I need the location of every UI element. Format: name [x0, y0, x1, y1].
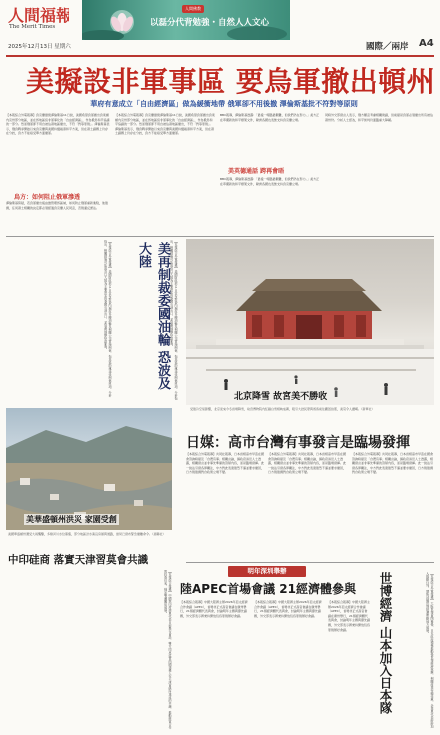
forbidden-city-caption-title: 北京降雪 故宮美不勝收	[234, 392, 328, 402]
lead-body-col3: BBC報導，澤倫斯基透露：「最後一哩路最艱難，但我們仍在努力。」美方正在草擬新的和平框架文件，歐洲各國也表態支持烏克蘭立場。	[220, 113, 320, 122]
flood-photo	[6, 408, 172, 530]
sanctions-body: 【本報綜合外電報導】美國財政部11日宣布對委內瑞拉多艘油輪及相關公司實施制裁，指其協助運送受制裁原油。分析指出，相關措施可能波及以大陸為主要買家的委國石油出口，並加劇地緣政治緊張。	[103, 240, 112, 397]
apec-body-col2: 【本報綜合報導】中國大陸將主辦2026年亞太經濟合作會議（APEC），首場非正式高官會議在廣州舉行，21個經濟體代表與會，討論明年主題與優先議題，外交部表示將秉持開放包容原則辦好會議。	[254, 600, 322, 618]
masthead-rule	[6, 55, 434, 57]
china-india-body: 【本報綜合報導】中國與印度商界代表日前舉行會談，雙方同意落實兩國領導人在天津會晤所達成的共識，推動經貿合作與投資往來，穩定雙邊關係發展。	[163, 570, 172, 729]
lead-headline: 美擬設非軍事區 要烏軍撤出頓州	[26, 65, 436, 98]
forbidden-city-caption: 受強冷空氣影響，北京迎來今冬首場降雪，故宮博物院內紅牆白雪相映成趣，吸引大批民眾與遊客前往觀賞拍照，美景令人讚嘆。（新華社）	[190, 407, 375, 411]
masthead-banner	[82, 0, 290, 40]
flood-aerial-image	[6, 408, 172, 530]
apec-body-col1: 【本報綜合報導】中國大陸將主辦2026年亞太經濟合作會議（APEC），首場非正式高官會議在廣州舉行，21個經濟體代表與會，討論明年主題與優先議題，外交部表示將秉持開放包容原則辦好會議。	[180, 600, 248, 618]
japan-body-col3: 【本報綜合外電報導】共同社報導，日本首相高市早苗在國會答詢時提及「台灣有事」相關言論，據政府消息人士透露，相關發言並非事先準備的答辯內容，而是臨場發揮。此一說法引發各界關注，中方對此表達強烈不滿並要求撤回，日方則強調對台政策立場不變。	[352, 452, 434, 475]
flood-caption-title: 美華盛頓州洪災 家園受創	[26, 515, 117, 524]
lead-box2-body: BBC報導，澤倫斯基透露：「最後一哩路最艱難，但我們仍在努力。」美方正在草擬新的和平框架文件，歐洲各國也表態支持烏克蘭立場。	[220, 177, 320, 186]
sanctions-body-col2: 【本報綜合外電報導】美國財政部11日宣布對委內瑞拉多艘油輪及相關公司實施制裁，指其協助運送受制裁原油。分析指出，相關措施可能波及以大陸為主要買家的委國石油出口，並加劇地緣政治緊張。	[169, 240, 178, 400]
logo-calligraphy-icon	[7, 4, 69, 26]
japan-body-col2: 【本報綜合外電報導】共同社報導，日本首相高市早苗在國會答詢時提及「台灣有事」相關言論，據政府消息人士透露，相關發言並非事先準備的答辯內容，而是臨場發揮。此一說法引發各界關注，中方對此表達強烈不滿並要求撤回，日方則強調對台政策立場不變。	[268, 452, 347, 475]
flood-caption: 美國華盛頓州遭受大雨襲擊，多條河川水位暴漲，部分地區洪水淹沒房屋與道路，當局已發布緊急撤離命令。（美聯社）	[8, 532, 166, 536]
apec-body-col3: 【本報綜合報導】中國大陸將主辦2026年亞太經濟合作會議（APEC），首場非正式高官會議在廣州舉行，21個經濟體代表與會，討論明年主題與優先議題，外交部表示將秉持開放包容原則辦好會議。	[328, 600, 370, 632]
lead-box1-body: 澤倫斯基質疑，若烏軍撤出後由誰管理該區域，如何防止俄軍重新進駐，他強調，任何領土相關的決定都必須經過烏克蘭人民同意，否則違反憲法。	[6, 201, 109, 210]
lead-body-col1: 【本報綜合外電報導】烏克蘭總統澤倫斯基11日說，美國希望烏軍撤出烏東頓內克州部分地區，並在該地區設非軍事化的「自由經濟區」，作為俄烏和平協議的一部分。然而俄軍卻不用自被佔領地區撤出，不符「對等原則」。澤倫斯基表示，俄烏戰爭開始以來烏克蘭與美國持續磋商和平方案，但在領土議題上仍存在分歧，烏方不能接受單方面撤軍。	[6, 113, 110, 136]
japan-rule	[186, 562, 434, 563]
lead-rule	[6, 236, 434, 237]
lead-subhead: 華府有意成立「自由經濟區」做為緩衝地帶 俄軍卻不用後撤 澤倫斯基批不符對等原則	[90, 99, 358, 108]
china-india-headline: 中印硅商 落實天津習莫會共識	[8, 554, 149, 566]
motto: 以磊分代背勉強・自然人人文心	[150, 18, 270, 28]
lead-body-col4: 同時外交部發言人表示，俄方願意考慮相關建議，但前提是烏軍必須撤出所有被佔領州份。分析人士認為，和平談判仍面臨重大障礙。	[325, 113, 434, 122]
apec-headline: 陸APEC首場會議 21經濟體參與	[180, 582, 356, 596]
world-expo-headline: 世博經濟 山本加入日本隊	[378, 572, 393, 714]
issue-date: 2025年12月13日 星期六	[8, 44, 71, 50]
palace-snow-image	[186, 239, 434, 405]
motto-tag: 人間佛教	[182, 5, 204, 13]
svg-text:人間福報: 人間福報	[8, 6, 69, 25]
logo-english: The Merit Times	[9, 24, 56, 30]
lead-box2-title: 美英德通話 跨再會晤	[228, 168, 285, 175]
japan-headline: 日媒：高市台灣有事發言是臨場發揮	[186, 435, 410, 451]
world-expo-body: 【本報綜合外電報導】大阪世博會閉幕後，日本政府積極推動後世博經濟效應，相關產業持續受惠，企業界代表紛紛加入推動行列，期盼延續世博熱潮帶動地方發展。	[425, 572, 434, 728]
sanctions-headline: 美再制裁委國油輪 恐波及大陸	[136, 242, 170, 390]
forbidden-city-photo	[186, 239, 434, 405]
japan-body-col1: 【本報綜合外電報導】共同社報導，日本首相高市早苗在國會答詢時提及「台灣有事」相關言論，據政府消息人士透露，相關發言並非事先準備的答辯內容，而是臨場發揮。此一說法引發各界關注，中方對此表達強烈不滿並要求撤回，日方則強調對台政策立場不變。	[186, 452, 264, 475]
lead-box1-title: 烏方：如何阻止俄軍滲透	[14, 194, 81, 201]
masthead	[0, 0, 440, 58]
section-name: 國際／兩岸	[366, 42, 409, 52]
page-number: A4	[419, 38, 434, 49]
newspaper-logo	[7, 4, 69, 26]
lead-body-col2: 【本報綜合外電報導】烏克蘭總統澤倫斯基11日說，美國希望烏軍撤出烏東頓內克州部分地區，並在該地區設非軍事化的「自由經濟區」，作為俄烏和平協議的一部分。然而俄軍卻不用自被佔領地區撤出，不符「對等原則」。澤倫斯基表示，俄烏戰爭開始以來烏克蘭與美國持續磋商和平方案，但在領土議題上仍存在分歧，烏方不能接受單方面撤軍。	[115, 113, 215, 136]
apec-banner: 明年深圳舉辦	[228, 566, 306, 577]
